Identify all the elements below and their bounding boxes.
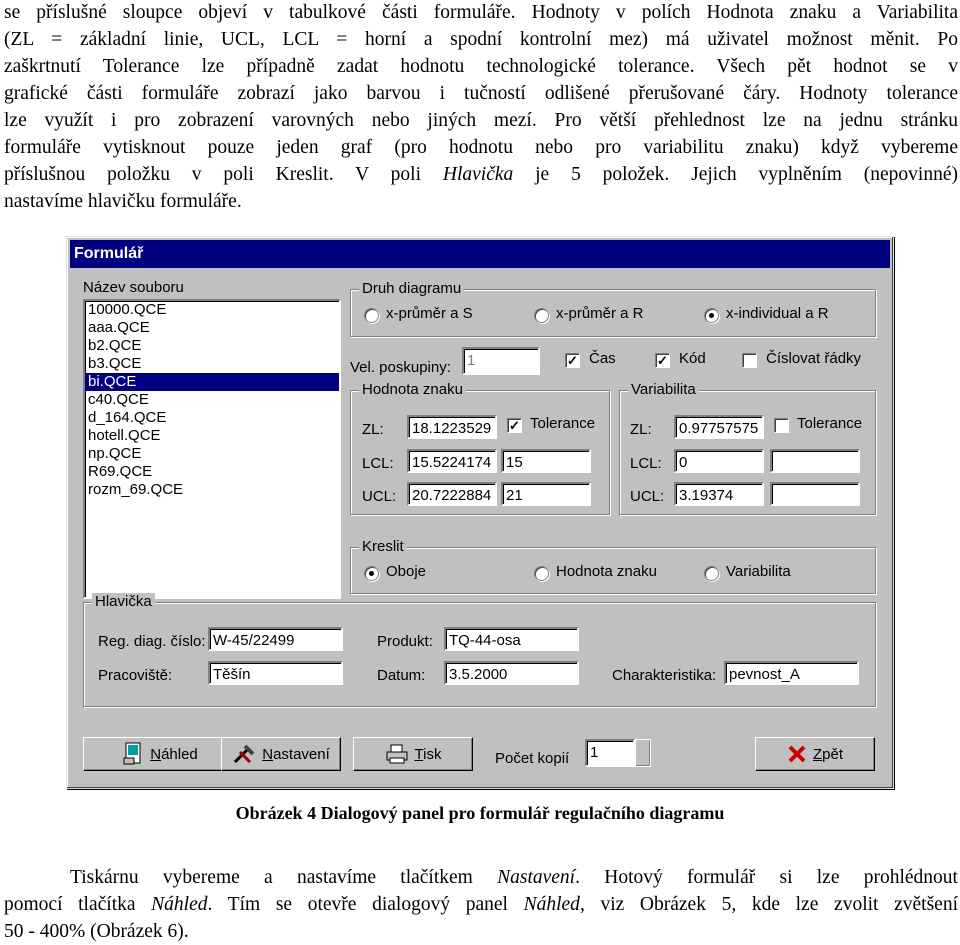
radio-label[interactable]: x-průměr a R xyxy=(556,305,644,322)
text-line: nastavíme hlavičku formuláře. xyxy=(4,191,242,212)
file-list-item[interactable]: bi.QCE xyxy=(85,373,339,391)
pocet-kopii-field[interactable]: 1 xyxy=(585,739,635,767)
text-line: příslušnou položku v poli Kreslit. V poli Hlavička je 5 položek. Jejich vyplněním (nepovinné) xyxy=(4,164,958,185)
variabilita-title: Variabilita xyxy=(628,381,699,399)
tisk-button[interactable] xyxy=(353,737,473,771)
top-paragraph xyxy=(4,0,958,215)
cas-label[interactable]: Čas xyxy=(589,350,616,367)
charakteristika-label: Charakteristika: xyxy=(612,667,717,684)
file-list-item[interactable]: b2.QCE xyxy=(88,337,142,354)
radio-x-prumer-r[interactable] xyxy=(534,308,549,323)
nahled-button[interactable] xyxy=(83,737,237,771)
hodnota-znaku-title: Hodnota znaku xyxy=(359,381,466,399)
hodnota-znaku-group xyxy=(350,381,610,515)
cislovat-label[interactable]: Číslovat řádky xyxy=(766,350,862,367)
kod-label[interactable]: Kód xyxy=(679,350,706,367)
radio-label[interactable]: Hodnota znaku xyxy=(556,563,657,580)
file-listbox[interactable] xyxy=(83,299,341,599)
file-list-item[interactable]: b3.QCE xyxy=(88,355,142,372)
hodnota-lcl-field[interactable]: 15.5224174 xyxy=(407,449,497,473)
reg-diag-label: Reg. diag. číslo: xyxy=(98,633,206,650)
druh-diagramu-title: Druh diagramu xyxy=(359,280,464,298)
bottom-paragraph xyxy=(4,864,958,945)
charakteristika-field[interactable]: pevnost_A xyxy=(724,661,859,685)
text-line: 50 - 400% (Obrázek 6). xyxy=(4,921,189,942)
radio-label[interactable]: Oboje xyxy=(386,563,427,580)
text-line: (ZL = základní linie, UCL, LCL = horní a spodní kontrolní mez) má uživatel možnost měnit. Po xyxy=(4,29,958,50)
produkt-field[interactable]: TQ-44-osa xyxy=(444,627,579,651)
file-list-item[interactable]: 10000.QCE xyxy=(88,301,167,318)
radio-hodnota-znaku[interactable] xyxy=(534,566,549,581)
file-list-item[interactable]: R69.QCE xyxy=(88,463,153,480)
file-list-item[interactable]: hotell.QCE xyxy=(88,427,161,444)
close-icon xyxy=(787,744,807,764)
radio-variabilita[interactable] xyxy=(704,566,719,581)
ucl-label: UCL: xyxy=(362,488,397,505)
reg-diag-field[interactable]: W-45/22499 xyxy=(208,627,343,651)
cislovat-checkbox[interactable] xyxy=(742,353,757,368)
ucl-label: UCL: xyxy=(630,488,665,505)
kreslit-group xyxy=(350,538,876,594)
datum-label: Datum: xyxy=(377,667,426,684)
text-line: zaškrtnutí Tolerance lze případně zadat hodnotu technologické tolerance. Všech pět hodnot se v xyxy=(4,56,958,77)
hodnota-tol-ucl-field[interactable]: 21 xyxy=(501,482,591,506)
hlavicka-title: Hlavička xyxy=(92,593,155,611)
datum-field[interactable]: 3.5.2000 xyxy=(444,661,579,685)
radio-label[interactable]: Variabilita xyxy=(726,563,791,580)
text-line: grafické části formuláře zobrazí jako barvou i tučností odlišené přerušované čáry. Hodnoty tolerance xyxy=(4,83,958,104)
tolerance-label[interactable]: Tolerance xyxy=(797,415,863,432)
zpet-label: Zpět xyxy=(812,745,844,763)
vel-poskupiny-label: Vel. poskupiny: xyxy=(350,359,451,376)
variabilita-lcl-field[interactable]: 0 xyxy=(674,449,764,473)
vel-poskupiny-field[interactable]: 1 xyxy=(462,347,540,375)
kod-checkbox[interactable]: ✓ xyxy=(655,353,670,368)
variabilita-group xyxy=(619,381,876,515)
text-line: Tiskárnu vybereme a nastavíme tlačítkem Nastavení. Hotový formulář si lze prohlédnout xyxy=(70,867,958,888)
printer-icon xyxy=(385,743,409,765)
zl-label: ZL: xyxy=(630,421,652,438)
figure-caption: Obrázek 4 Dialogový panel pro formulář regulačního diagramu xyxy=(235,803,725,823)
formular-dialog xyxy=(66,236,894,789)
kreslit-title: Kreslit xyxy=(359,538,407,556)
radio-label[interactable]: x-průměr a S xyxy=(386,305,473,322)
produkt-label: Produkt: xyxy=(377,633,433,650)
hlavicka-group xyxy=(83,593,876,707)
tisk-label: Tisk xyxy=(414,745,442,763)
file-list-label: Název souboru xyxy=(83,279,184,296)
file-list-item[interactable]: rozm_69.QCE xyxy=(88,481,184,498)
nahled-label: Náhled xyxy=(150,745,198,763)
hodnota-tol-lcl-field[interactable]: 15 xyxy=(501,449,591,473)
text-line: se příslušné sloupce objeví v tabulkové části formuláře. Hodnoty v polích Hodnota znaku a Variabilita xyxy=(4,2,958,23)
variabilita-tolerance-checkbox[interactable] xyxy=(774,418,789,433)
file-list-item[interactable]: c40.QCE xyxy=(88,391,149,408)
text-line: pomocí tlačítka Náhled. Tím se otevře dialogový panel Náhled, viz Obrázek 5, kde lze zvolit zvětšení xyxy=(4,894,958,915)
file-list-item[interactable]: np.QCE xyxy=(88,445,142,462)
dialog-title: Formulář xyxy=(70,240,890,268)
lcl-label: LCL: xyxy=(630,455,662,472)
druh-diagramu-group xyxy=(350,280,876,337)
file-list-item[interactable]: aaa.QCE xyxy=(88,319,150,336)
variabilita-tol-lcl-field[interactable] xyxy=(770,449,860,473)
cas-checkbox[interactable]: ✓ xyxy=(565,353,580,368)
radio-x-individual-r[interactable] xyxy=(704,308,719,323)
pocet-kopii-label: Počet kopií xyxy=(495,750,570,767)
variabilita-zl-field[interactable]: 0.97757575 xyxy=(674,415,764,439)
lcl-label: LCL: xyxy=(362,455,394,472)
nastaveni-label: Nastavení xyxy=(262,745,330,763)
pocet-kopii-spinner[interactable] xyxy=(635,739,651,767)
radio-label[interactable]: x-individual a R xyxy=(726,305,829,322)
radio-oboje[interactable] xyxy=(364,566,379,581)
pracoviste-label: Pracoviště: xyxy=(98,667,173,684)
file-list-item[interactable]: d_164.QCE xyxy=(88,409,167,426)
tolerance-label[interactable]: Tolerance xyxy=(530,415,596,432)
zl-label: ZL: xyxy=(362,421,384,438)
tools-icon xyxy=(232,743,256,765)
preview-icon xyxy=(122,742,144,766)
variabilita-tol-ucl-field[interactable] xyxy=(770,482,860,506)
variabilita-ucl-field[interactable]: 3.19374 xyxy=(674,482,764,506)
hodnota-tolerance-checkbox[interactable]: ✓ xyxy=(507,418,522,433)
radio-x-prumer-s[interactable] xyxy=(364,308,379,323)
text-line: lze využít i pro zobrazení varovných nebo jiných mezí. Pro větší přehlednost lze na jednu stránku xyxy=(4,110,958,131)
pracoviste-field[interactable]: Těšín xyxy=(208,661,343,685)
hodnota-zl-field[interactable]: 18.1223529 xyxy=(407,415,497,439)
zpet-button[interactable] xyxy=(755,737,875,771)
text-line: formuláře vytisknout pouze jeden graf (pro hodnotu nebo pro variabilitu znaku) když vybereme xyxy=(4,137,958,158)
nastaveni-button[interactable] xyxy=(221,737,341,771)
hodnota-ucl-field[interactable]: 20.7222884 xyxy=(407,482,497,506)
